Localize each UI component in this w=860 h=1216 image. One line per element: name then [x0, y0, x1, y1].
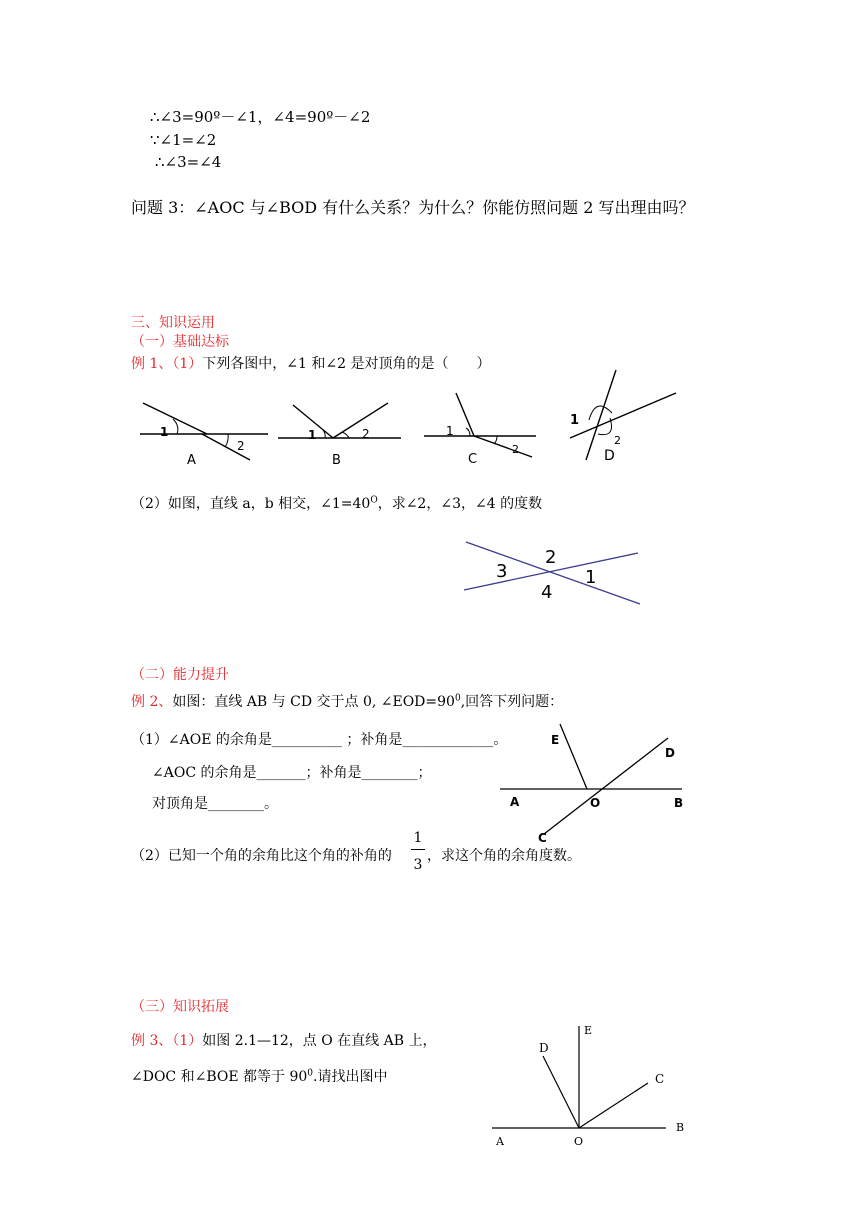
example-2-intro [131, 693, 563, 711]
cross-label-4: 4 [541, 582, 553, 603]
section-title: 三、知识运用 [131, 315, 215, 331]
proof-line-2: ∵∠1=∠2 [150, 131, 217, 149]
crossing-lines-figure [460, 538, 645, 610]
fraction-bar [411, 849, 425, 850]
subsection-basic: （一）基础达标 [131, 334, 229, 350]
example-1-q2 [131, 495, 542, 513]
example-3-text-b2: .请找出图中 [313, 1069, 388, 1085]
subsection-ability: （二）能力提升 [131, 667, 229, 683]
fig2-label-a: A [510, 795, 520, 809]
example-2-q2-a: （2）已知一个角的余角比这个角的补角的 [131, 848, 392, 864]
fig2-label-d: D [665, 746, 675, 760]
example-2-sup: 0 [454, 693, 461, 704]
example-3-text-b1: ∠DOC 和∠BOE 都等于 90 [131, 1069, 308, 1085]
fig-d-angle-1: 1 [570, 413, 580, 428]
fraction-denominator: 3 [413, 857, 423, 873]
fig-b-label: B [332, 453, 341, 468]
figure-ex3 [488, 1020, 693, 1150]
fig3-label-e: E [584, 1024, 593, 1037]
fig-b-angle-2: 2 [362, 427, 370, 441]
example-3-prefix: 例 3、（1） [131, 1033, 203, 1049]
fig2-label-e: E [551, 733, 560, 747]
fig3-label-a: A [496, 1135, 504, 1148]
example-2-q2-b: ，求这个角的余角度数。 [427, 848, 581, 864]
fig2-label-o: O [590, 796, 601, 810]
degree-sup: O [370, 495, 378, 506]
proof-line-1: ∴∠3=90º－∠1，∠4=90º－∠2 [150, 108, 371, 126]
fig3-label-d: D [539, 1041, 549, 1055]
fig3-label-c: C [655, 1072, 665, 1086]
fig-b-angle-1: 1 [308, 428, 317, 442]
fig-a-label: A [187, 453, 196, 468]
fig-d-angle-2: 2 [614, 434, 621, 447]
fraction-numerator: 1 [413, 830, 423, 846]
fig2-label-b: B [674, 796, 684, 810]
example-3-text-a: 如图 2.1—12，点 O 在直线 AB 上， [202, 1033, 437, 1049]
cross-label-3: 3 [496, 561, 508, 582]
example-3-line1 [131, 1032, 436, 1050]
example-2-q1-line2: ∠AOC 的余角是_______；补角是________； [152, 765, 432, 781]
example-2-text-b: ,回答下列问题： [460, 694, 564, 710]
fig3-label-o: O [574, 1135, 584, 1148]
fig-a-angle-2: 2 [237, 439, 245, 453]
example-1-q1 [131, 355, 490, 373]
proof-line-3: ∴∠3=∠4 [155, 153, 222, 171]
example-2-prefix: 例 2、 [131, 694, 173, 710]
example-2-text-a: 如图：直线 AB 与 CD 交于点 0, ∠EOD=90 [172, 694, 455, 710]
cross-label-1: 1 [585, 567, 597, 588]
figure-ex2 [500, 722, 700, 846]
example-3-line2 [131, 1068, 387, 1086]
example-1-q2-text-b: ，求∠2，∠3，∠4 的度数 [377, 496, 543, 512]
fig-c-label: C [468, 452, 478, 467]
question-3: 问题 3：∠AOC 与∠BOD 有什么关系？为什么？你能仿照问题 2 写出理由吗？ [131, 198, 695, 217]
fig3-label-b: B [676, 1121, 685, 1134]
subsection-extension: （三）知识拓展 [131, 999, 229, 1015]
example-1-q2-text-a: （2）如图，直线 a，b 相交，∠1=40 [131, 496, 371, 512]
fig-c-angle-2: 2 [512, 443, 519, 456]
cross-label-2: 2 [545, 547, 557, 568]
fig-a-angle-1: 1 [160, 425, 169, 439]
fig2-label-c: C [538, 831, 547, 845]
example-3-sup: 0 [307, 1068, 314, 1079]
figure-d [556, 368, 686, 468]
example-1-prefix: 例 1、（1） [131, 356, 203, 372]
fig-c-angle-1: 1 [446, 424, 454, 438]
figure-c [424, 390, 544, 470]
example-2-q1-line1: （1）∠AOE 的余角是__________ ；补角是_____________。 [131, 732, 508, 748]
figure-a [140, 398, 275, 468]
example-1-text: 下列各图中，∠1 和∠2 是对顶角的是（ ） [202, 356, 491, 372]
fig-d-label: D [604, 448, 615, 464]
example-2-q1-line3: 对顶角是________。 [152, 796, 278, 812]
figure-b [276, 400, 406, 470]
